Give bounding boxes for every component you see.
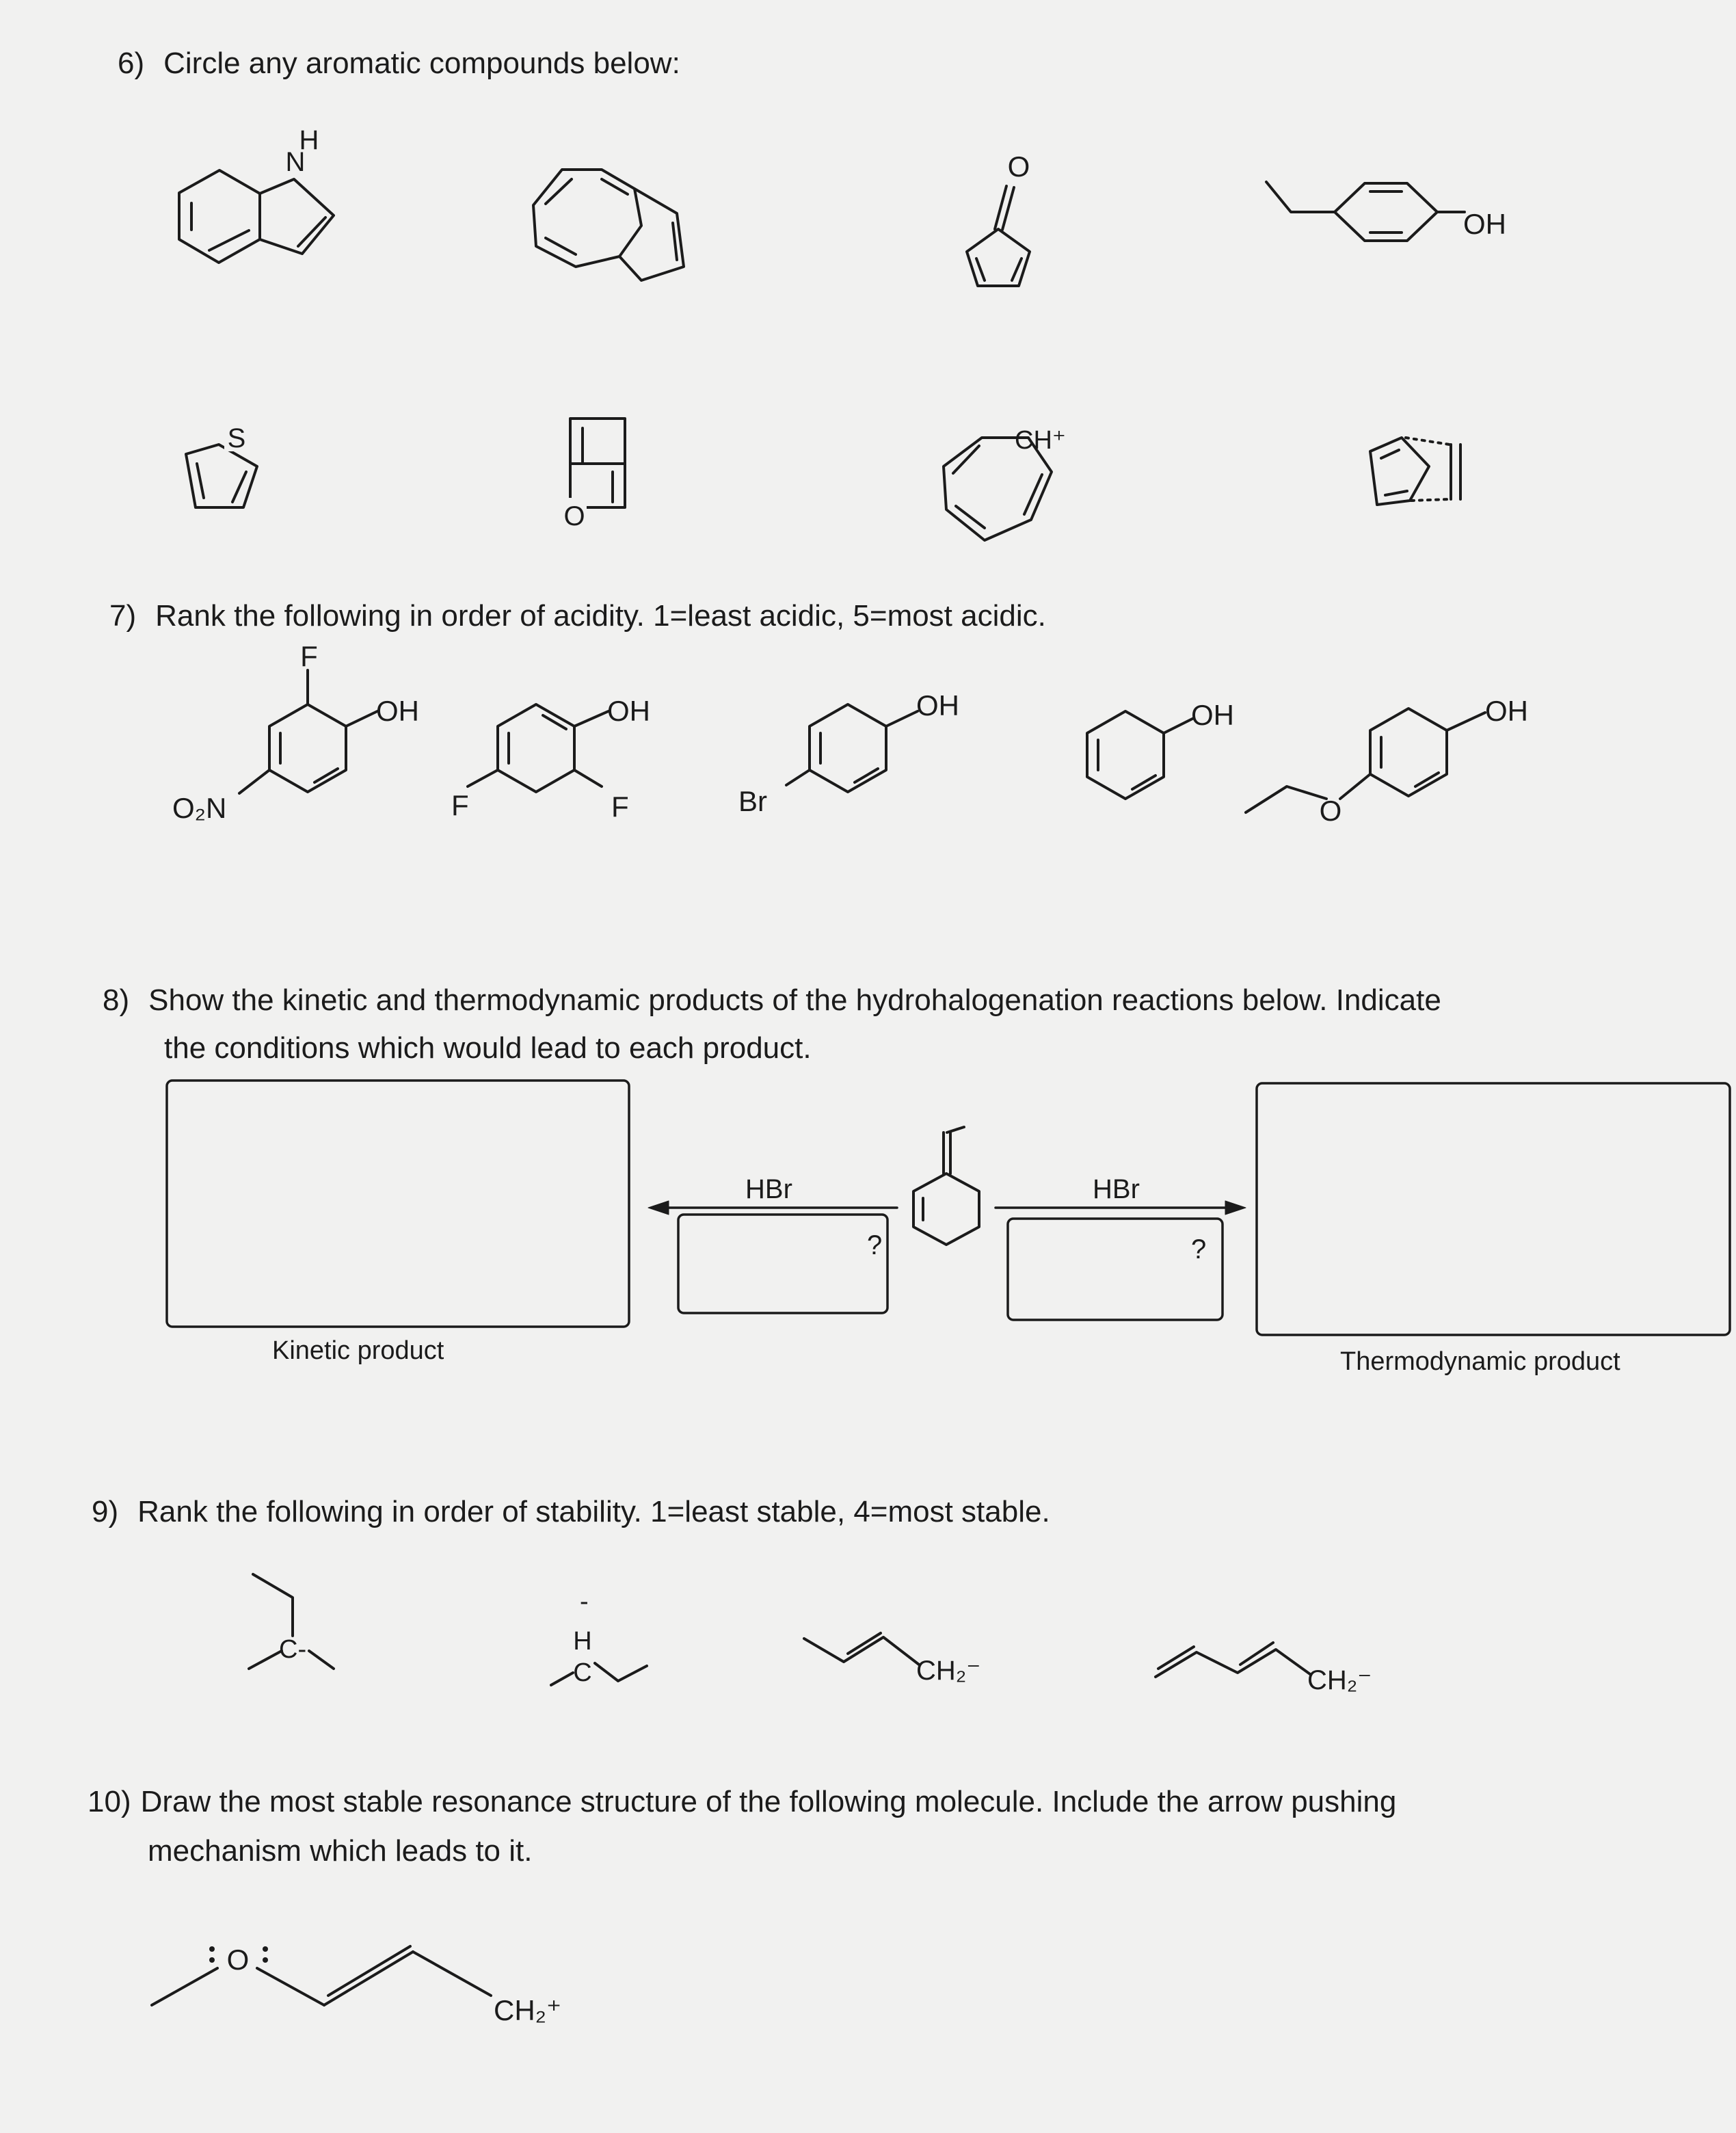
- right-reaction-arrow: [996, 1174, 1246, 1215]
- lone-pair-dot: [263, 1957, 268, 1963]
- oh-label: OH: [1485, 695, 1528, 727]
- kinetic-product-box[interactable]: [167, 1081, 629, 1327]
- br-label: Br: [738, 785, 767, 817]
- minus-sign: -: [580, 1587, 589, 1616]
- question-number: 9): [92, 1495, 119, 1528]
- kinetic-product-label: Kinetic product: [272, 1336, 444, 1365]
- left-reaction-arrow: [648, 1174, 897, 1215]
- question-mark: ?: [867, 1230, 883, 1260]
- left-conditions-box[interactable]: [678, 1215, 887, 1313]
- oh-label: OH: [376, 695, 419, 727]
- c-label: C: [573, 1658, 592, 1687]
- question-text: Circle any aromatic compounds below:: [163, 47, 680, 80]
- h-label: H: [573, 1627, 592, 1656]
- bridged-bicycle-structure: [1370, 438, 1460, 505]
- o-label: O: [1319, 795, 1342, 827]
- lone-pair-dot: [209, 1957, 215, 1963]
- question-text: Rank the following in order of acidity. 1=least acidic, 5=most acidic.: [155, 599, 1046, 633]
- question-number: 8): [103, 983, 130, 1017]
- o2n-label: O₂N: [172, 792, 227, 824]
- thermodynamic-product-label: Thermodynamic product: [1340, 1347, 1620, 1376]
- lone-pair-dot: [263, 1946, 268, 1952]
- question-mark: ?: [1191, 1234, 1207, 1264]
- vinylphenol-structure: [1266, 182, 1506, 241]
- cyclopentadienone-structure: [967, 150, 1030, 286]
- o-label: O: [1007, 150, 1030, 183]
- oh-label: OH: [607, 695, 650, 727]
- n-label: N: [285, 147, 306, 177]
- ch2-minus-label: CH₂⁻: [916, 1656, 981, 1686]
- fluoronitrophenol-structure: [172, 640, 419, 824]
- hbr-label: HBr: [745, 1174, 792, 1204]
- question-8-line2: the conditions which would lead to each product.: [164, 1031, 812, 1065]
- oh-label: OH: [916, 689, 959, 721]
- f-label-left: F: [451, 789, 469, 821]
- ch2-minus-label: CH₂⁻: [1307, 1665, 1372, 1695]
- azulene-structure: [533, 170, 684, 280]
- diene-structure: [913, 1127, 979, 1245]
- question-number: 6): [118, 47, 145, 80]
- tertiary-carbanion-structure: [249, 1574, 334, 1669]
- ethoxyphenol-structure: [1246, 695, 1528, 827]
- bromophenol-structure: [738, 689, 959, 817]
- difluorophenol-structure: [451, 695, 650, 823]
- h-label: H: [299, 125, 319, 155]
- question-text-line1: Draw the most stable resonance structure of the following molecule. Include the arrow pushing: [140, 1785, 1397, 1818]
- f-label-right: F: [611, 791, 629, 823]
- tropylium-structure: [944, 426, 1066, 540]
- allylic-carbanion-structure: [804, 1633, 980, 1686]
- phenol-structure: [1087, 699, 1234, 799]
- oxabicycle-structure: [562, 419, 625, 531]
- secondary-carbanion-structure: [551, 1587, 647, 1687]
- hbr-label: HBr: [1093, 1174, 1140, 1204]
- oh-label: OH: [1191, 699, 1234, 731]
- question-10-line2: mechanism which leads to it.: [148, 1834, 533, 1868]
- thermodynamic-product-box[interactable]: [1257, 1083, 1730, 1335]
- question-number: 7): [109, 599, 137, 633]
- o-label: O: [563, 501, 585, 531]
- question-text-line1: Show the kinetic and thermodynamic products of the hydrohalogenation reactions below. Indicate: [148, 983, 1441, 1017]
- right-conditions-box[interactable]: [1008, 1219, 1223, 1320]
- c-minus-label: C-: [279, 1635, 307, 1664]
- question-number: 10): [88, 1785, 131, 1818]
- ch-plus-label: CH⁺: [1015, 426, 1066, 455]
- enol-ether-cation-structure: [152, 1944, 561, 2026]
- thiophene-structure: [186, 421, 257, 507]
- oh-label: OH: [1463, 208, 1506, 240]
- o-label: O: [226, 1944, 250, 1976]
- question-text: Rank the following in order of stability. 1=least stable, 4=most stable.: [137, 1495, 1050, 1528]
- ch2-plus-label: CH₂⁺: [494, 1994, 562, 2026]
- f-label: F: [300, 640, 318, 672]
- indole-structure: [179, 125, 334, 263]
- dienyl-carbanion-structure: [1156, 1643, 1372, 1695]
- s-label: S: [227, 423, 246, 453]
- lone-pair-dot: [209, 1946, 215, 1952]
